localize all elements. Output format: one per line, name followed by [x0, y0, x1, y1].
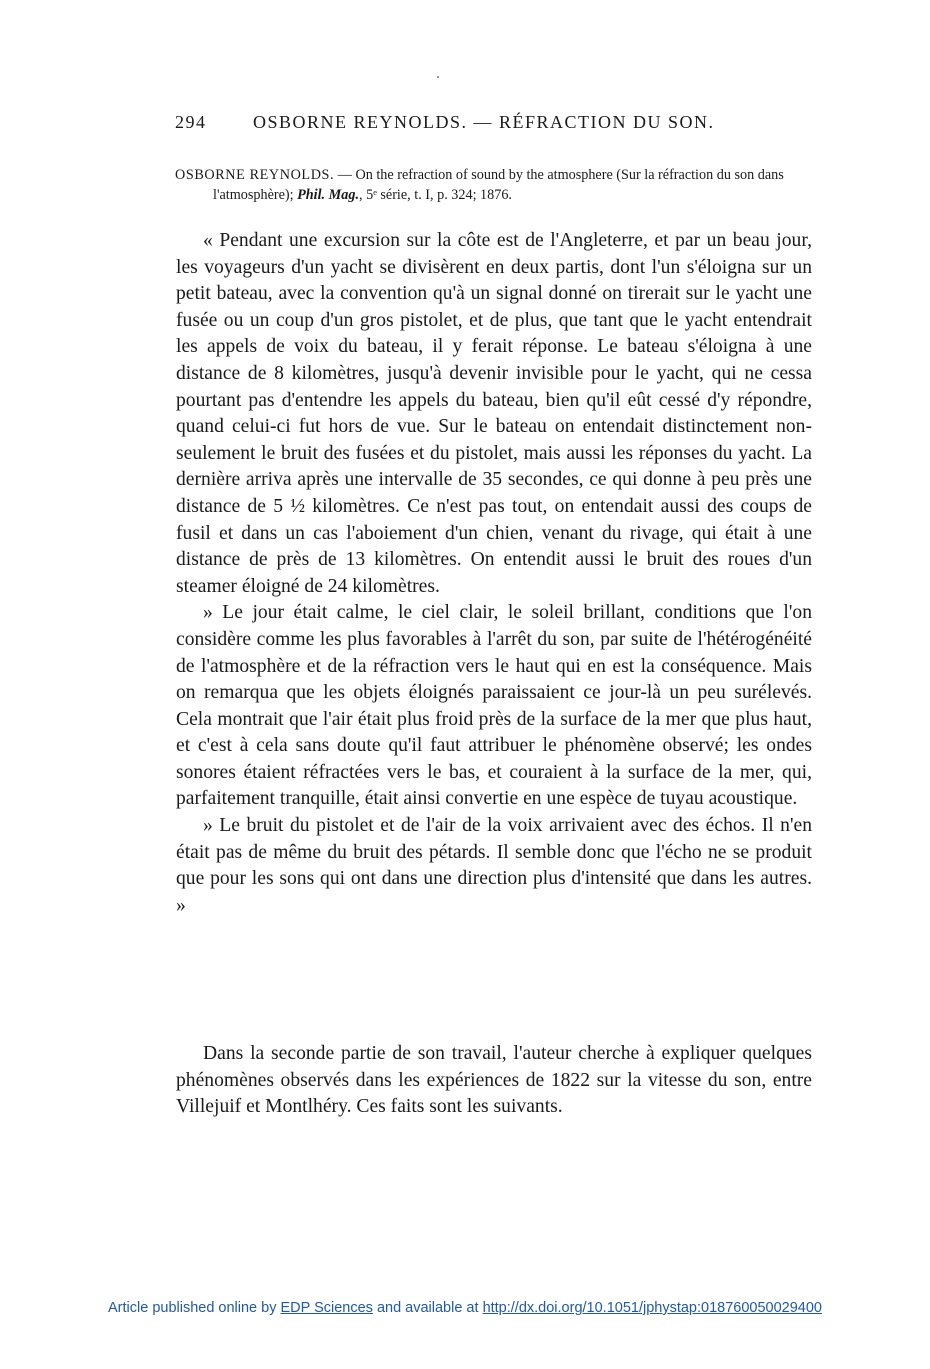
author-commentary — [176, 1041, 812, 1121]
reference-journal: Phil. Mag. — [297, 187, 359, 203]
page-header — [175, 112, 795, 136]
footer-middle: and available at — [372, 1300, 483, 1316]
quoted-text — [176, 228, 812, 919]
page-number: 294 — [175, 112, 207, 132]
bibliographic-reference — [175, 165, 848, 205]
paragraph-1: « Pendant une excursion sur la côte est de l'Angleterre, et par un beau jour, les voyageurs d'un yacht se divisèrent en deux partis, dont l'un s'éloigna sur un petit bateau, avec la convention qu'à un signal donné on tirerait sur le yacht une fusée ou un coup d'un gros pistolet, et de plus, que tant que le yacht entendrait les appels de voix du bateau, il y ferait réponse. Le bateau s'éloigna à une distance de 8 kilomètres, jusqu'à devenir invisible pour le yacht, qui ne cessa pourtant pas d'entendre les appels du bateau, bien qu'il eût cessé d'y répondre, quand celui-ci fut hors de vue. Sur le bateau on entendait distinctement non-seulement le bruit des fusées et du pistolet, mais aussi les réponses du yacht. La dernière arriva après une intervalle de 35 secondes, ce qui donne à peu près une distance de 5 ½ kilomètres. Ce n'est pas tout, on entendait aussi des coups de fusil et dans un cas l'aboiement d'un chien, venant du rivage, qui était à une distance de près de 13 kilomètres. On entendit aussi le bruit des roues d'un steamer éloigné de 24 kilomètres. — [176, 230, 812, 597]
paragraph-2: » Le jour était calme, le ciel clair, le soleil brillant, conditions que l'on considère comme les plus favorables à l'arrêt du son, par suite de l'hétérogénéité de l'atmosphère et de la réfraction vers le haut qui en est la conséquence. Mais on remarqua que les objets éloignés paraissaient ce jour-là un peu surélevés. Cela montrait que l'air était plus froid près de la surface de la mer que plus haut, et c'est à cela sans doute qu'il faut attribuer le phénomène observé; les ondes sonores étaient réfractées vers le bas, et couraient à la surface de la mer, qui, parfaitement tranquille, était ainsi convertie en une espèce de tuyau acoustique. — [176, 602, 812, 810]
reference-details: , 5ᵉ série, t. I, p. 324; 1876. — [359, 187, 512, 203]
reference-title: — On the refraction of sound by the atmosphere (Sur la réfraction du son dans l'atmosphère); — [213, 167, 784, 203]
paragraph-4: Dans la seconde partie de son travail, l'auteur cherche à expliquer quelques phénomènes observés dans les expériences de 1822 sur la vitesse du son, entre Villejuif et Montlhéry. Ces faits sont les suivants. — [176, 1043, 812, 1118]
doi-link[interactable]: http://dx.doi.org/10.1051/jphystap:018760050029400 — [482, 1300, 822, 1316]
footer-prefix: Article published online by — [108, 1300, 281, 1316]
reference-author: OSBORNE REYNOLDS. — [175, 167, 335, 183]
publication-footer — [0, 1300, 930, 1316]
scan-speck — [437, 76, 439, 78]
running-title: OSBORNE REYNOLDS. — RÉFRACTION DU SON. — [253, 112, 715, 132]
paragraph-3: » Le bruit du pistolet et de l'air de la voix arrivaient avec des échos. Il n'en était pas de même du bruit des pétards. Il semble donc que l'écho ne se produit que pour les sons qui ont dans une direction plus d'intensité que dans les autres. » — [176, 815, 812, 916]
publisher-link[interactable]: EDP Sciences — [280, 1300, 373, 1316]
